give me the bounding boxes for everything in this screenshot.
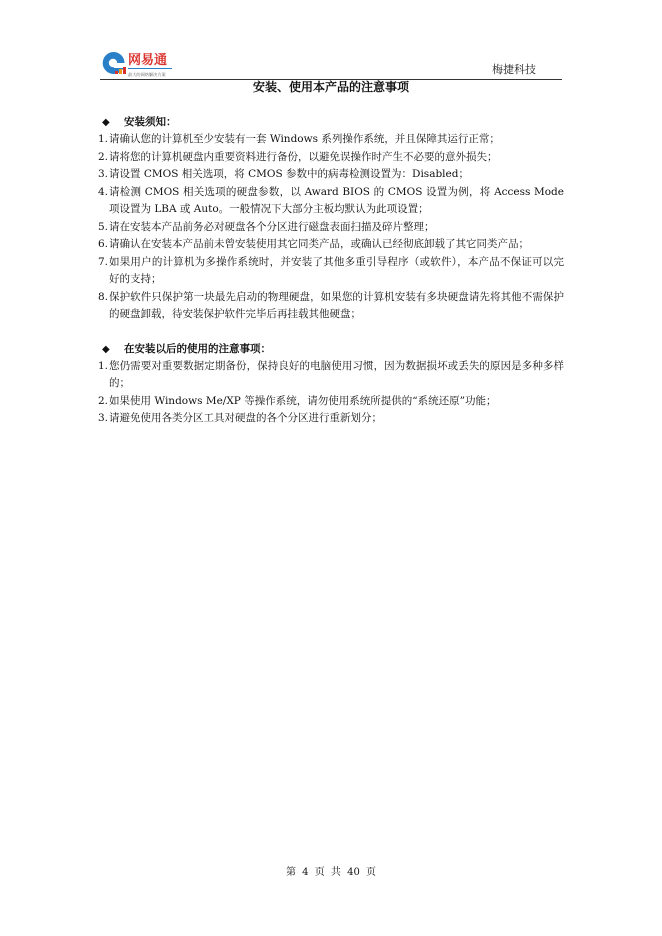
item-number: 7. [98, 255, 109, 268]
document-body [98, 113, 564, 428]
list-item [98, 393, 564, 411]
item-text: 请确认在安装本产品前未曾安装使用其它同类产品，或确认已经彻底卸载了其它同类产品； [109, 238, 529, 250]
item-number: 1. [98, 133, 109, 145]
list-item [98, 254, 564, 289]
section-heading [98, 340, 564, 358]
item-text: 请将您的计算机硬盘内重要资料进行备份，以避免误操作时产生不必要的意外损失； [109, 150, 498, 163]
item-text: 保护软件只保护第一块最先启动的物理硬盘，如果您的计算机安装有多块硬盘请先将其他不需保护的硬盘卸载，待安装保护软件完毕后再挂载其他硬盘； [109, 290, 564, 320]
list-item [98, 289, 564, 324]
item-number: 6. [98, 238, 109, 250]
diamond-bullet-icon: ◆ [102, 343, 110, 355]
logo-wordmark: 网易通 [128, 53, 168, 68]
list-item [98, 219, 564, 237]
page-title: 安装、使用本产品的注意事项 [252, 80, 409, 94]
section-heading-text: 安装须知： [124, 116, 177, 128]
item-text: 如果使用 Windows Me/XP 等操作系统，请勿使用系统所提供的“系统还原”功能； [109, 394, 497, 407]
section-heading [98, 113, 564, 131]
section-heading-text: 在安装以后的使用的注意事项： [124, 342, 271, 355]
item-number: 8. [98, 290, 109, 303]
brand-logo [100, 47, 190, 79]
item-text: 如果用户的计算机为多操作系统时，并安装了其他多重引导程序（或软件），本产品不保证可以完好的支持； [109, 255, 564, 285]
page-footer: 第 4 页 共 40 页 [286, 867, 376, 878]
list-item [98, 149, 564, 167]
item-text: 请检测 CMOS 相关选项的硬盘参数，以 Award BIOS 的 CMOS 设置为例，将 Access Mode 项设置为 LBA 或 Auto。一般情况下大部分主板均默认为此项设置； [109, 185, 564, 215]
item-text: 您仍需要对重要数据定期备份，保持良好的电脑使用习惯，因为数据损坏或丢失的原因是多种多样的； [109, 359, 564, 389]
section-install-notes [98, 113, 564, 324]
item-text: 请确认您的计算机至少安装有一套 Windows 系列操作系统，并且保障其运行正常； [109, 133, 500, 145]
item-number: 3. [98, 168, 109, 180]
list-item [98, 184, 564, 219]
list-item [98, 236, 564, 254]
page-header [100, 44, 562, 80]
section-post-install-notes [98, 340, 564, 428]
item-text: 请避免使用各类分区工具对硬盘的各个分区进行重新划分； [109, 412, 382, 424]
item-number: 3. [98, 412, 109, 424]
list-item [98, 358, 564, 393]
item-text: 请设置 CMOS 相关选项，将 CMOS 参数中的病毒检测设置为：Disabled； [109, 168, 469, 180]
item-number: 4. [98, 185, 109, 198]
item-number: 1. [98, 359, 109, 372]
item-text: 请在安装本产品前务必对硬盘各个分区进行磁盘表面扫描及碎片整理； [109, 220, 435, 233]
company-name: 梅捷科技 [492, 63, 536, 76]
list-item [98, 131, 564, 149]
list-item [98, 166, 564, 184]
item-number: 2. [98, 150, 109, 163]
list-item [98, 410, 564, 428]
item-number: 2. [98, 394, 109, 407]
item-number: 5. [98, 220, 109, 233]
logo-tagline: 最大的网络解决方案 [128, 72, 166, 77]
diamond-bullet-icon: ◆ [102, 117, 110, 128]
